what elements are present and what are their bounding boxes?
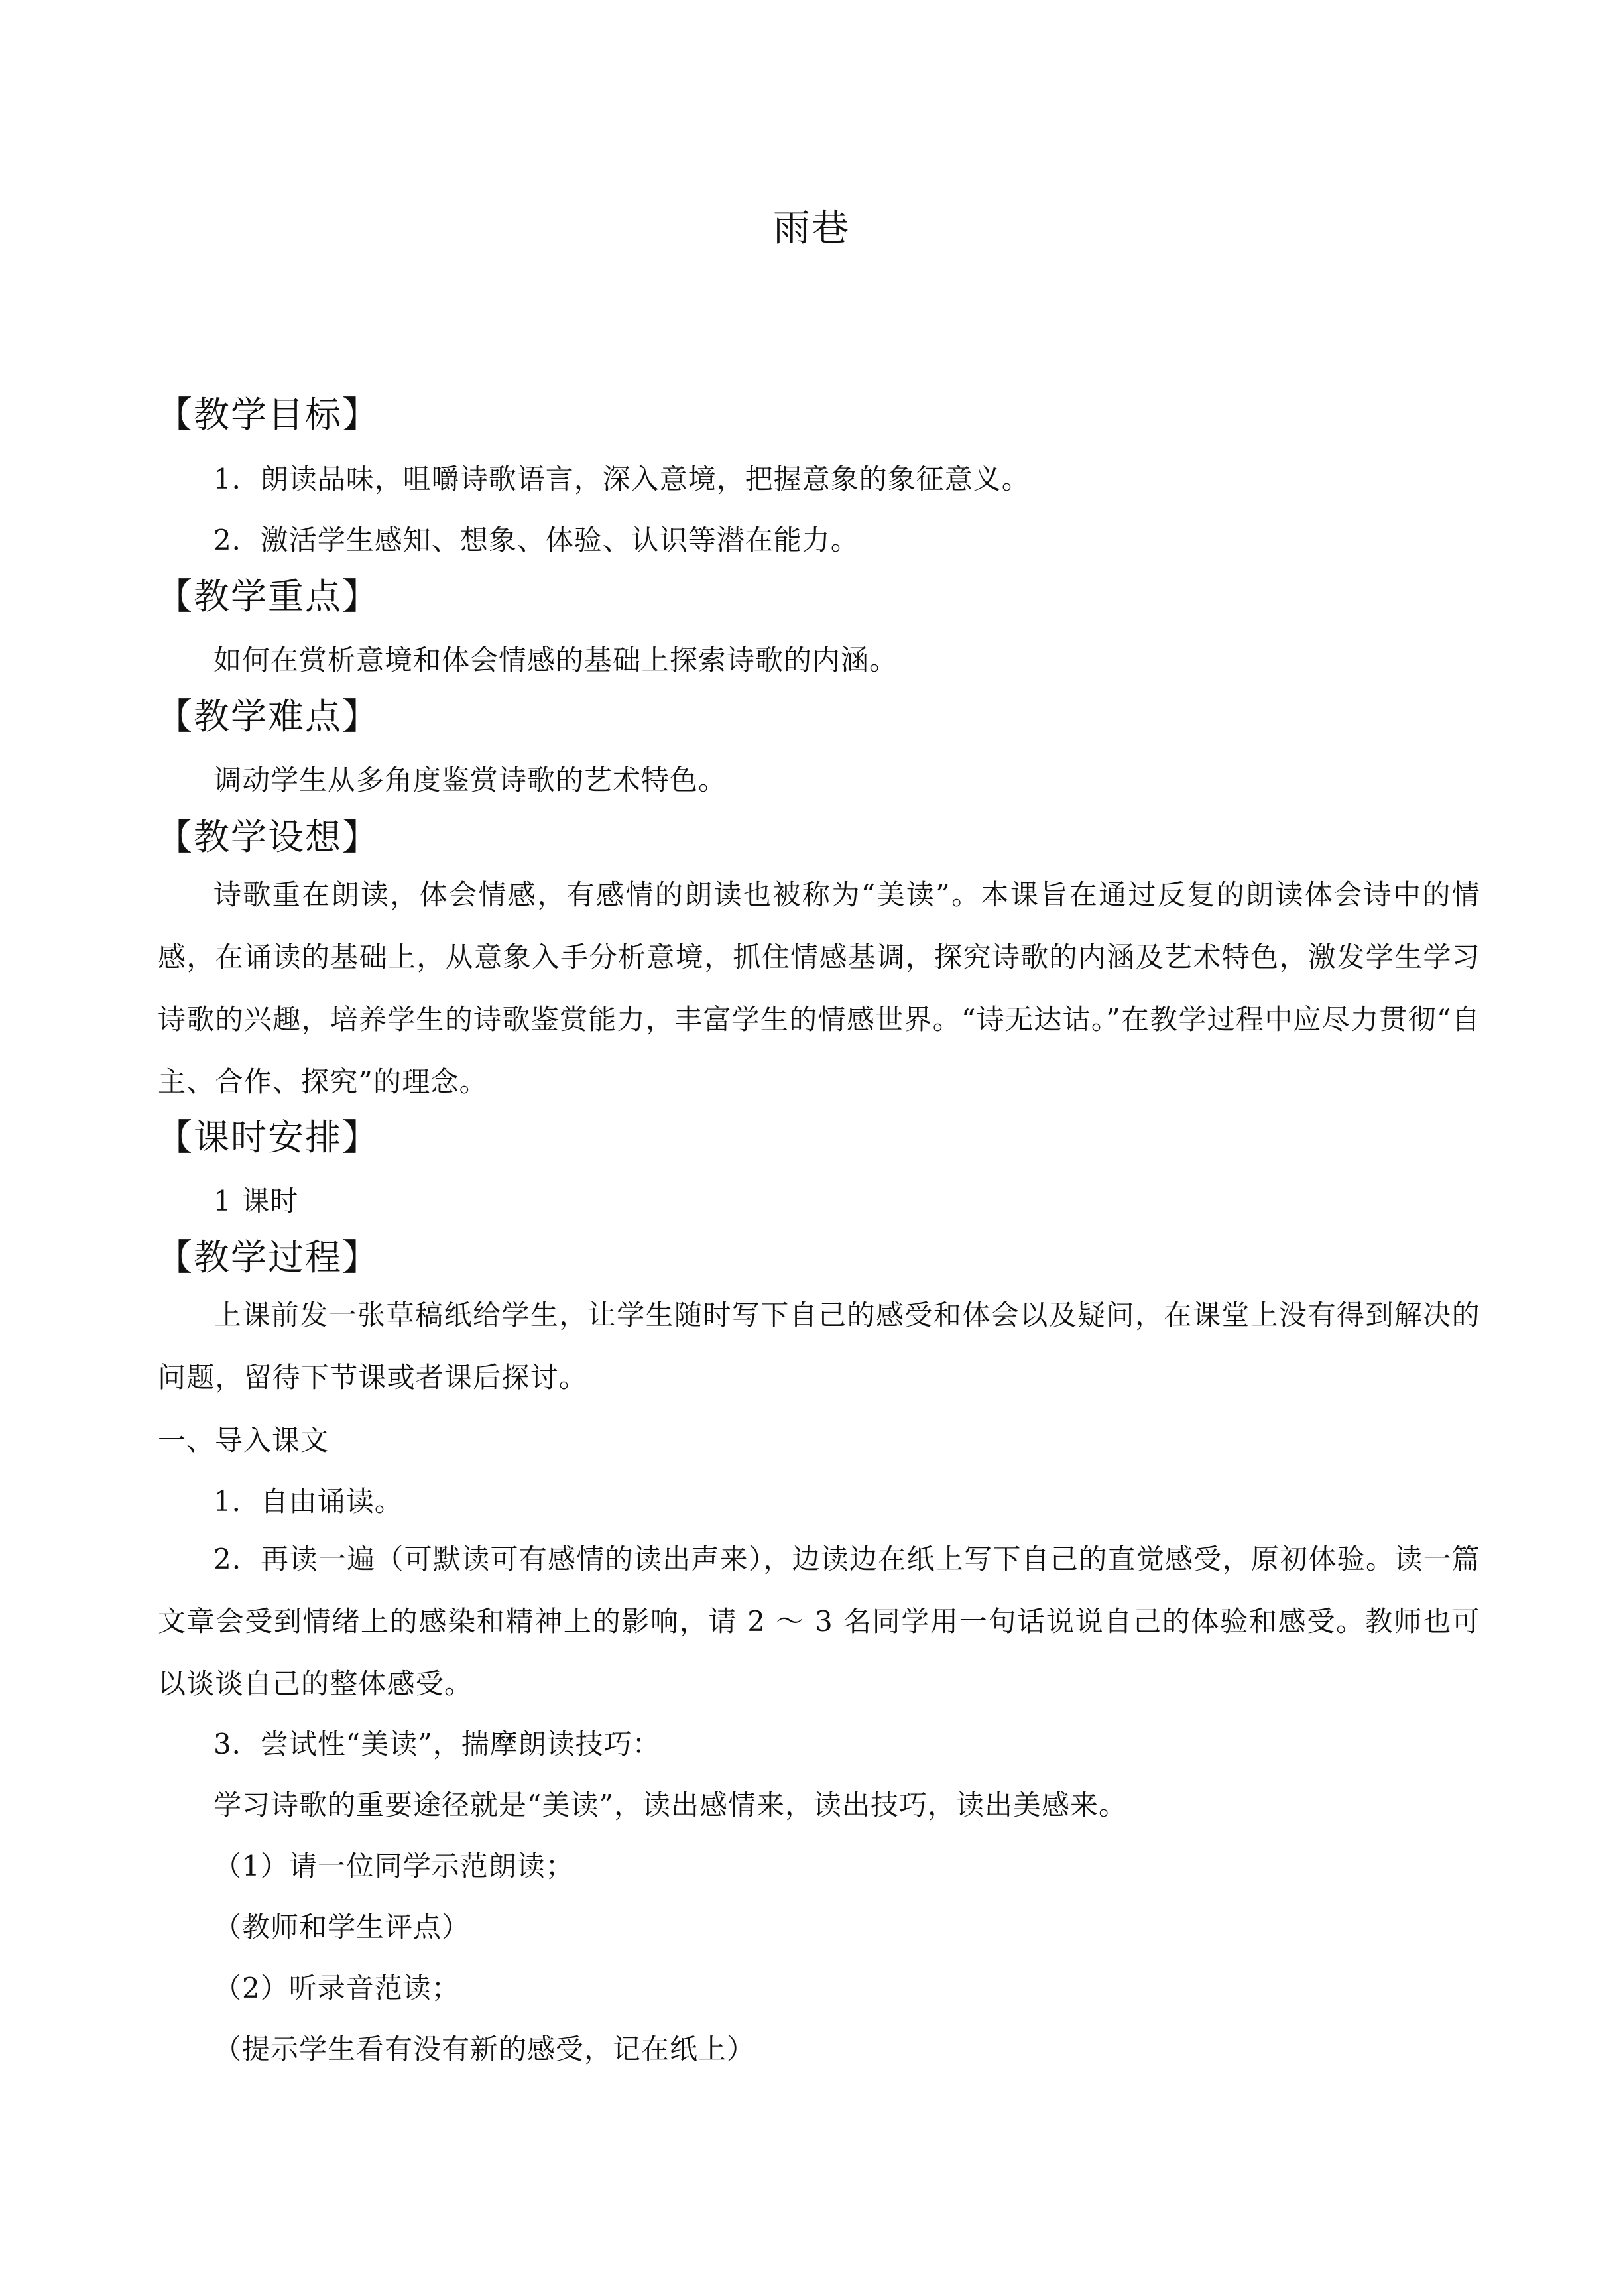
process-intro-paragraph: 上课前发一张草稿纸给学生，让学生随时写下自己的感受和体会以及疑问，在课堂上没有得到解决的问题，留待下节课或者课后探讨。 (158, 1299, 1480, 1394)
design-paragraph: 诗歌重在朗读，体会情感，有感情的朗读也被称为“美读”。本课旨在通过反复的朗读体会诗中的情感，在诵读的基础上，从意象入手分析意境，抓住情感基调，探究诗歌的内涵及艺术特色，激发学生学习诗歌的兴趣，培养学生的诗歌鉴赏能力，丰富学生的情感世界。“诗无达诂。”在教学过程中应尽力贯彻“自主、合作、探究”的理念。 (158, 878, 1480, 1098)
step-item: 3．尝试性“美读”，揣摩朗读技巧： (213, 1728, 661, 1760)
objective-item: 1．朗读品味，咀嚼诗歌语言，深入意境，把握意象的象征意义。 (213, 463, 1030, 495)
sub-step-item: （1）请一位同学示范朗读； (213, 1850, 574, 1882)
sub-step-note: （提示学生看有没有新的感受，记在纸上） (213, 2033, 756, 2065)
step-item: 1．自由诵读。 (213, 1485, 403, 1518)
difficulties-heading: 【教学难点】 (156, 695, 379, 737)
schedule-heading: 【课时安排】 (156, 1117, 379, 1158)
step-text: 学习诗歌的重要途径就是“美读”，读出感情来，读出技巧，读出美感来。 (213, 1789, 1127, 1821)
objective-item: 2．激活学生感知、想象、体验、认识等潜在能力。 (213, 524, 859, 556)
key-points-text: 如何在赏析意境和体会情感的基础上探索诗歌的内涵。 (213, 644, 898, 676)
process-heading: 【教学过程】 (156, 1237, 379, 1278)
part-title: 一、导入课文 (158, 1424, 330, 1457)
sub-step-item: （2）听录音范读； (213, 1972, 460, 2004)
difficulties-text: 调动学生从多角度鉴赏诗歌的艺术特色。 (213, 764, 727, 796)
sub-step-note: （教师和学生评点） (213, 1911, 471, 1943)
step-paragraph: 2．再读一遍（可默读可有感情的读出声来），边读边在纸上写下自己的直觉感受，原初体验。读一篇文章会受到情绪上的感染和精神上的影响，请 2 ～ 3 名同学用一句话说说自己的体验和感受。教师也可以谈谈自己的整体感受。 (158, 1543, 1480, 1700)
objectives-heading: 【教学目标】 (156, 394, 379, 436)
key-points-heading: 【教学重点】 (156, 575, 379, 617)
design-heading: 【教学设想】 (156, 816, 379, 858)
page-title: 雨巷 (773, 207, 850, 250)
schedule-text: 1 课时 (213, 1185, 299, 1217)
